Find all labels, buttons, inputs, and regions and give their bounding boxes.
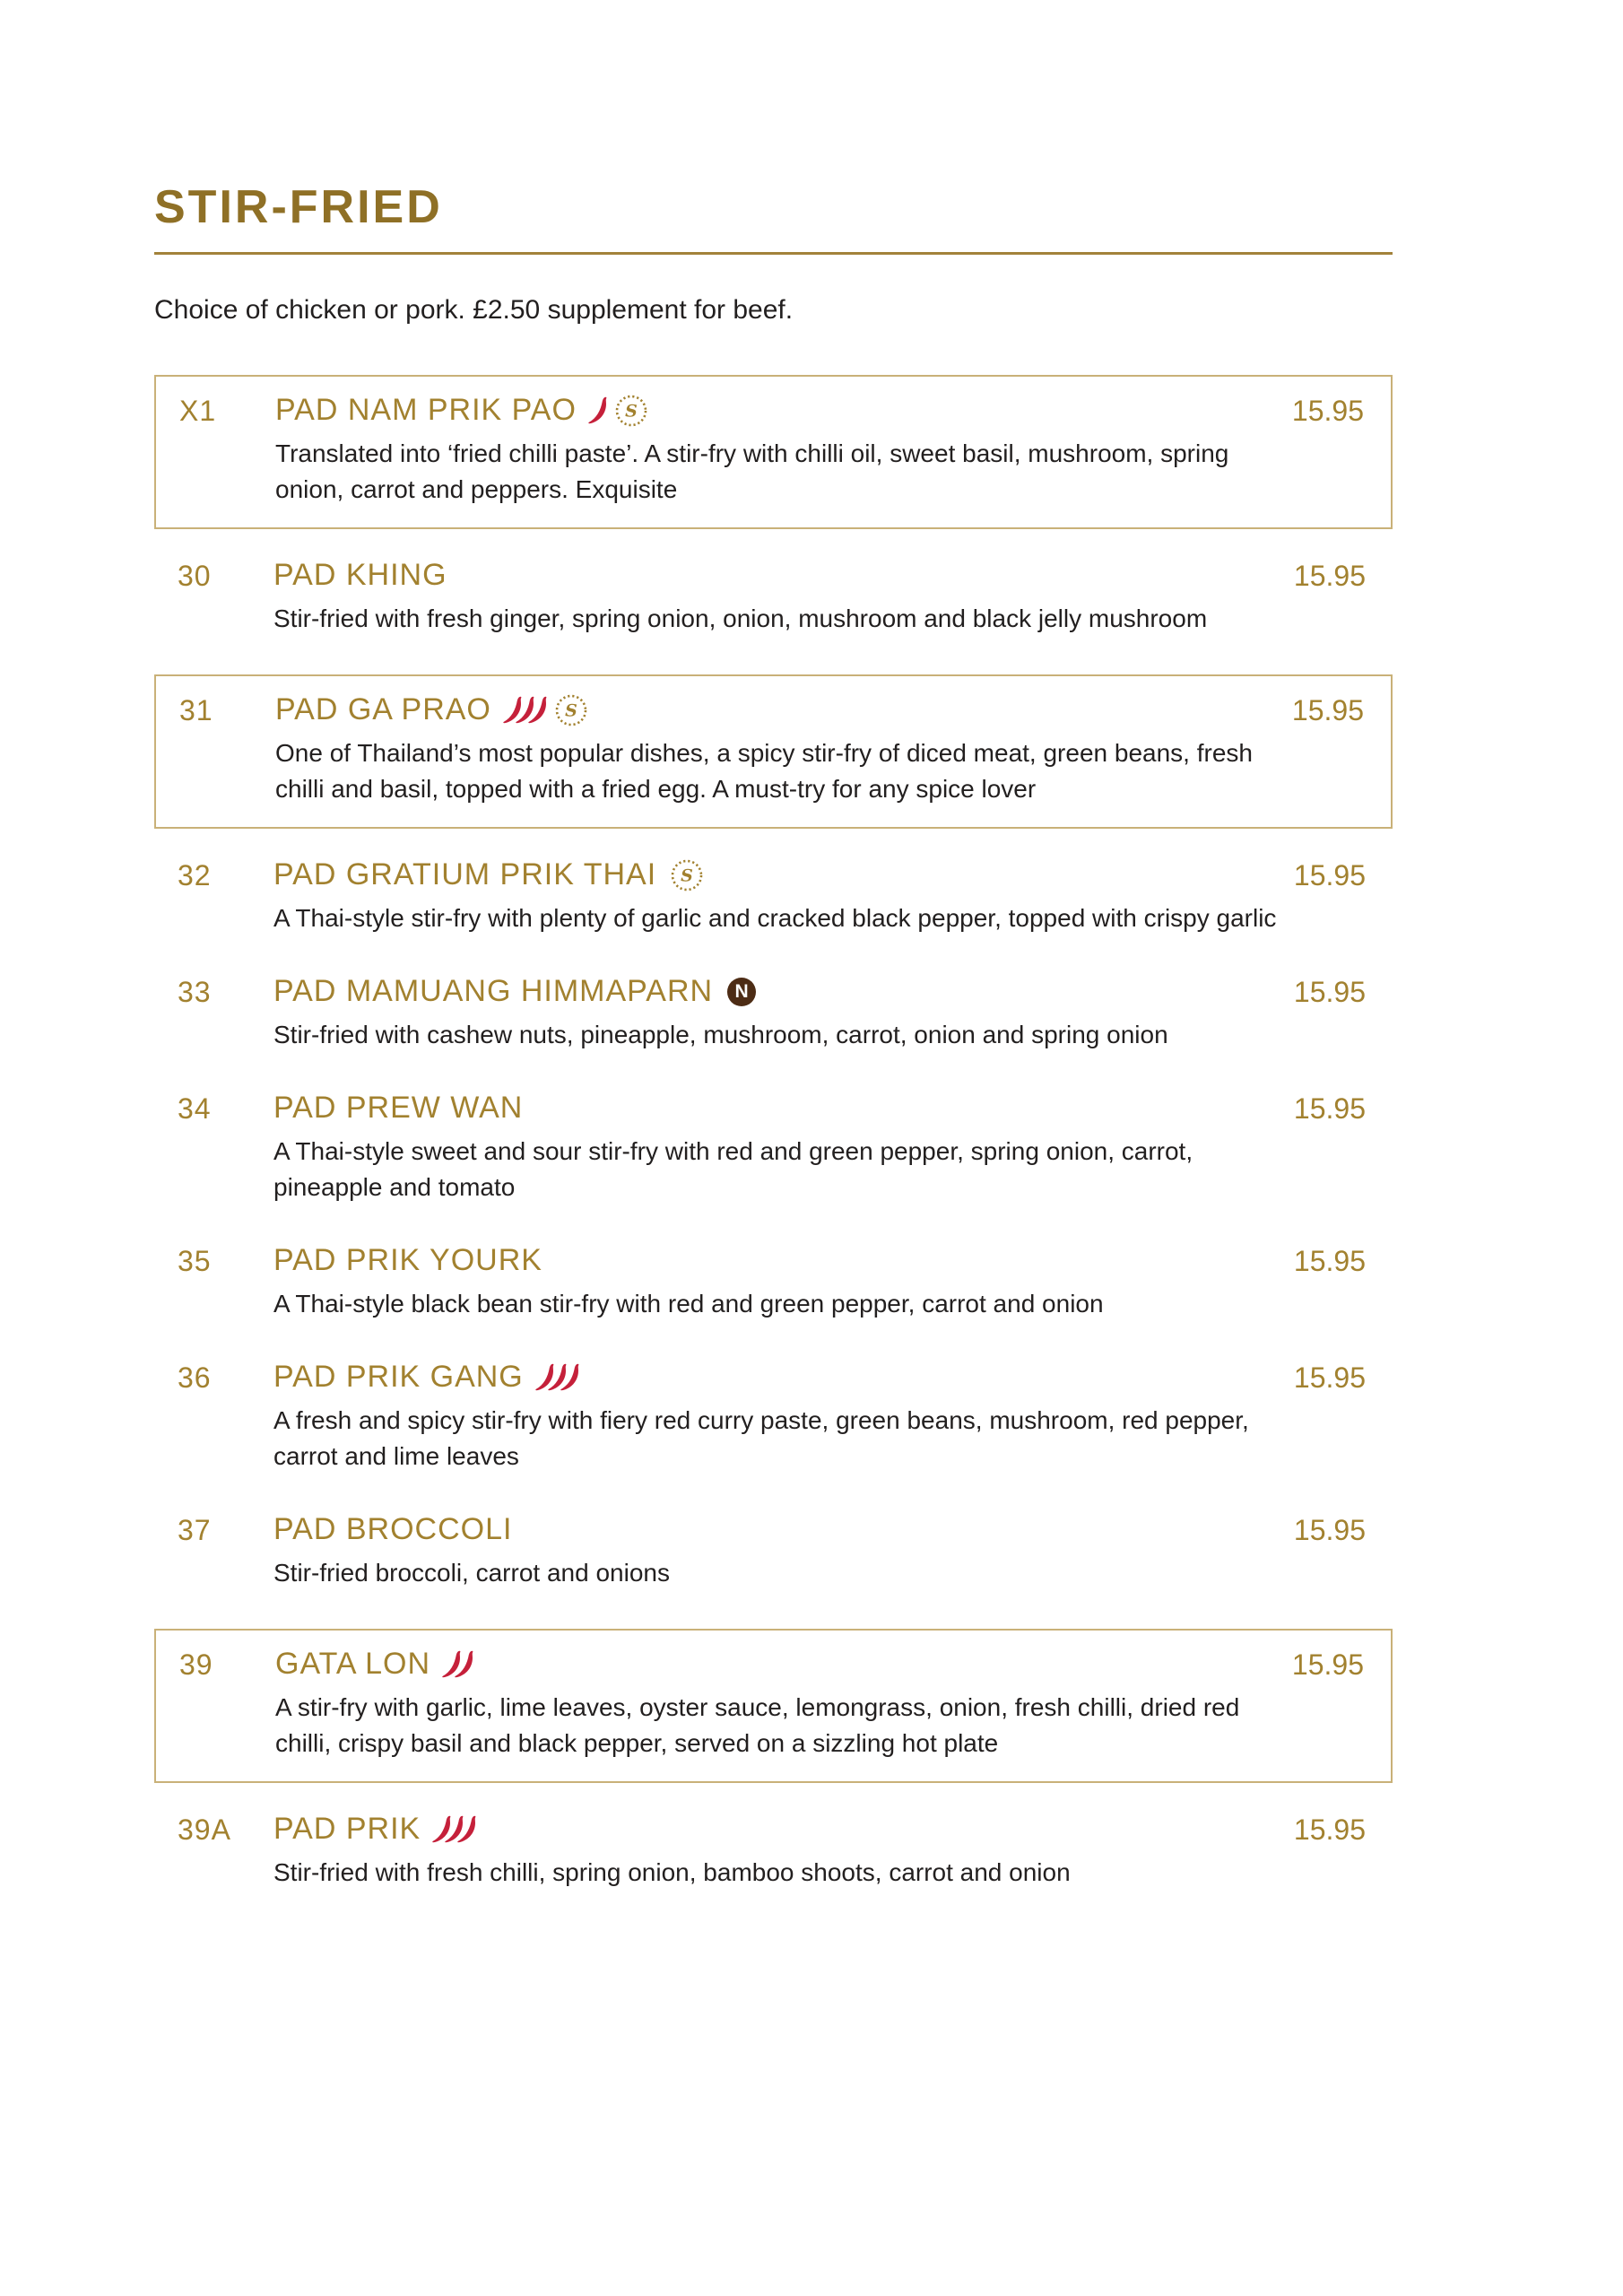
signature-dish-icon — [615, 395, 647, 427]
menu-item — [154, 857, 1393, 936]
chilli-icon — [454, 1648, 475, 1681]
item-number: 35 — [178, 1245, 212, 1277]
menu-item — [154, 1629, 1393, 1783]
item-header — [275, 1647, 1238, 1683]
item-icons — [536, 1362, 580, 1393]
chilli-icon — [587, 395, 609, 427]
item-price: 15.95 — [1293, 560, 1366, 592]
section-header — [154, 181, 1393, 326]
item-header — [273, 558, 1240, 594]
item-number: 36 — [178, 1361, 212, 1394]
item-price: 15.95 — [1293, 859, 1366, 891]
item-description: Stir-fried with fresh ginger, spring onion, onion, mushroom and black jelly mushroom — [273, 604, 1208, 632]
item-number: 39A — [178, 1813, 231, 1846]
item-description: A Thai-style stir-fry with plenty of garlic and cracked black pepper, topped with crispy garlic — [273, 904, 1277, 932]
item-number: 30 — [178, 560, 212, 592]
item-name: PAD GA PRAO — [275, 692, 491, 727]
item-price: 15.95 — [1291, 1648, 1364, 1681]
menu-item — [154, 1512, 1393, 1591]
menu-item — [154, 1091, 1393, 1205]
item-price: 15.95 — [1293, 1361, 1366, 1394]
item-price: 15.95 — [1293, 976, 1366, 1008]
item-icons — [725, 978, 756, 1006]
item-name: PAD GRATIUM PRIK THAI — [273, 857, 657, 892]
item-name: PAD PREW WAN — [273, 1091, 524, 1126]
item-description: Stir-fried with cashew nuts, pineapple, mushroom, carrot, onion and spring onion — [273, 1021, 1168, 1048]
signature-dish-icon — [555, 694, 587, 726]
item-icons — [443, 1649, 474, 1680]
item-icons — [669, 859, 703, 891]
menu-item — [154, 1360, 1393, 1474]
item-name: PAD PRIK GANG — [273, 1360, 524, 1395]
menu-item — [154, 558, 1393, 637]
page-title: STIR-FRIED — [154, 181, 443, 233]
menu-item — [154, 375, 1393, 529]
menu-item — [154, 1812, 1393, 1891]
item-price: 15.95 — [1293, 1813, 1366, 1846]
section-note: Choice of chicken or pork. £2.50 supplement for beef. — [154, 295, 794, 325]
item-description: A stir-fry with garlic, lime leaves, oyster sauce, lemongrass, onion, fresh chilli, dried red chilli, crispy basil and black pepper, served on a sizzling hot plate — [275, 1693, 1240, 1757]
item-icons — [504, 694, 587, 726]
item-name: PAD PRIK YOURK — [273, 1243, 542, 1278]
item-header — [273, 857, 1240, 893]
item-description: Stir-fried with fresh chilli, spring onion, bamboo shoots, carrot and onion — [273, 1858, 1071, 1886]
svg-text:S: S — [681, 865, 694, 886]
chilli-icon — [456, 1813, 478, 1846]
item-icons — [589, 395, 647, 427]
item-name: PAD PRIK — [273, 1812, 421, 1847]
item-number: 32 — [178, 859, 212, 891]
item-header — [273, 1812, 1240, 1848]
item-name: PAD BROCCOLI — [273, 1512, 513, 1547]
item-description: Translated into ‘fried chilli paste’. A stir-fry with chilli oil, sweet basil, mushroom, spring onion, carrot and peppers. Exquisite — [275, 439, 1229, 503]
item-number: 37 — [178, 1514, 212, 1546]
nuts-icon: N — [727, 978, 756, 1006]
item-header — [273, 1360, 1240, 1396]
item-name: PAD MAMUANG HIMMAPARN — [273, 974, 714, 1009]
item-description: A Thai-style sweet and sour stir-fry with red and green pepper, spring onion, carrot, pineapple and tomato — [273, 1137, 1193, 1201]
item-name: PAD NAM PRIK PAO — [275, 393, 577, 428]
chilli-icon — [560, 1361, 581, 1394]
menu-item — [154, 674, 1393, 829]
item-header — [273, 1243, 1240, 1279]
item-header — [275, 393, 1238, 429]
section-rule — [154, 252, 1393, 255]
item-description: One of Thailand’s most popular dishes, a spicy stir-fry of diced meat, green beans, fresh chilli and basil, topped with a fried egg. A must-try for any spice lover — [275, 739, 1253, 803]
item-price: 15.95 — [1291, 694, 1364, 726]
chilli-icon — [527, 694, 549, 726]
menu-content — [154, 181, 1393, 1928]
item-number: 34 — [178, 1092, 212, 1125]
svg-text:S: S — [565, 700, 577, 721]
menu-item — [154, 1243, 1393, 1322]
item-header — [273, 1512, 1240, 1548]
item-header — [273, 974, 1240, 1010]
item-number: 31 — [179, 694, 213, 726]
item-icons — [433, 1814, 477, 1845]
item-number: 33 — [178, 976, 212, 1008]
item-price: 15.95 — [1291, 395, 1364, 427]
menu-list — [154, 375, 1393, 1891]
item-number: 39 — [179, 1648, 213, 1681]
item-description: Stir-fried broccoli, carrot and onions — [273, 1559, 670, 1587]
item-header — [273, 1091, 1240, 1126]
item-price: 15.95 — [1293, 1092, 1366, 1125]
item-price: 15.95 — [1293, 1514, 1366, 1546]
item-description: A fresh and spicy stir-fry with fiery red curry paste, green beans, mushroom, red pepper, carrot and lime leaves — [273, 1406, 1249, 1470]
item-header — [275, 692, 1238, 728]
item-name: GATA LON — [275, 1647, 431, 1682]
item-name: PAD KHING — [273, 558, 447, 593]
item-description: A Thai-style black bean stir-fry with red and green pepper, carrot and onion — [273, 1290, 1104, 1318]
signature-dish-icon — [671, 859, 703, 891]
item-number: X1 — [179, 395, 217, 427]
svg-text:S: S — [625, 401, 638, 422]
menu-item — [154, 974, 1393, 1053]
item-price: 15.95 — [1293, 1245, 1366, 1277]
